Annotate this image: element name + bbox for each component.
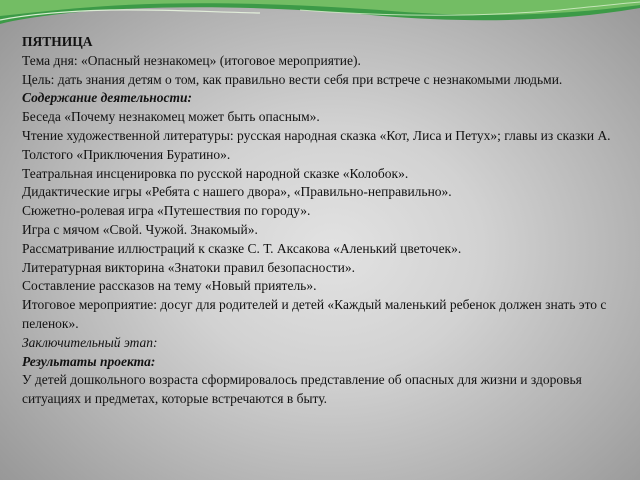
activity-item: Беседа «Почему незнакомец может быть опасным». [22, 109, 320, 125]
activity-item: Дидактические игры «Ребята с нашего двора», «Правильно-неправильно». [22, 184, 452, 200]
activities-heading: Содержание деятельности: [22, 90, 193, 106]
goal-line: Цель: дать знания детям о том, как правильно вести себя при встрече с незнакомыми людьми. [22, 71, 563, 87]
results-text: У детей дошкольного возраста сформировалось представление об опасных для жизни и здоровья ситуациях и предметах, которые встречаются в быту. [22, 372, 582, 407]
activity-item: Игра с мячом «Свой. Чужой. Знакомый». [22, 221, 258, 237]
activity-item: Рассматривание иллюстраций к сказке С. Т. Аксакова «Аленький цветочек». [22, 240, 462, 256]
activity-item: Театральная инсценировка по русской народной сказке «Колобок». [22, 165, 409, 181]
activity-item: Литературная викторина «Знатоки правил безопасности». [22, 259, 356, 275]
activity-item: Чтение художественной литературы: русская народная сказка «Кот, Лиса и Петух»; главы из сказки А. Толстого «Приключения Буратино». [22, 127, 611, 162]
activity-item: Составление рассказов на тему «Новый приятель». [22, 278, 317, 294]
final-event-line: Итоговое мероприятие: досуг для родителей и детей «Каждый маленький ребенок должен знать это с пеленок». [22, 297, 607, 331]
theme-line: Тема дня: «Опасный незнакомец» (итоговое мероприятие). [22, 52, 361, 68]
activity-item: Сюжетно-ролевая игра «Путешествия по городу». [22, 203, 311, 219]
day-heading: ПЯТНИЦА [22, 34, 93, 49]
results-heading: Результаты проекта: [22, 353, 156, 369]
final-stage-heading: Заключительный этап: [22, 334, 158, 350]
slide-text [22, 33, 622, 409]
